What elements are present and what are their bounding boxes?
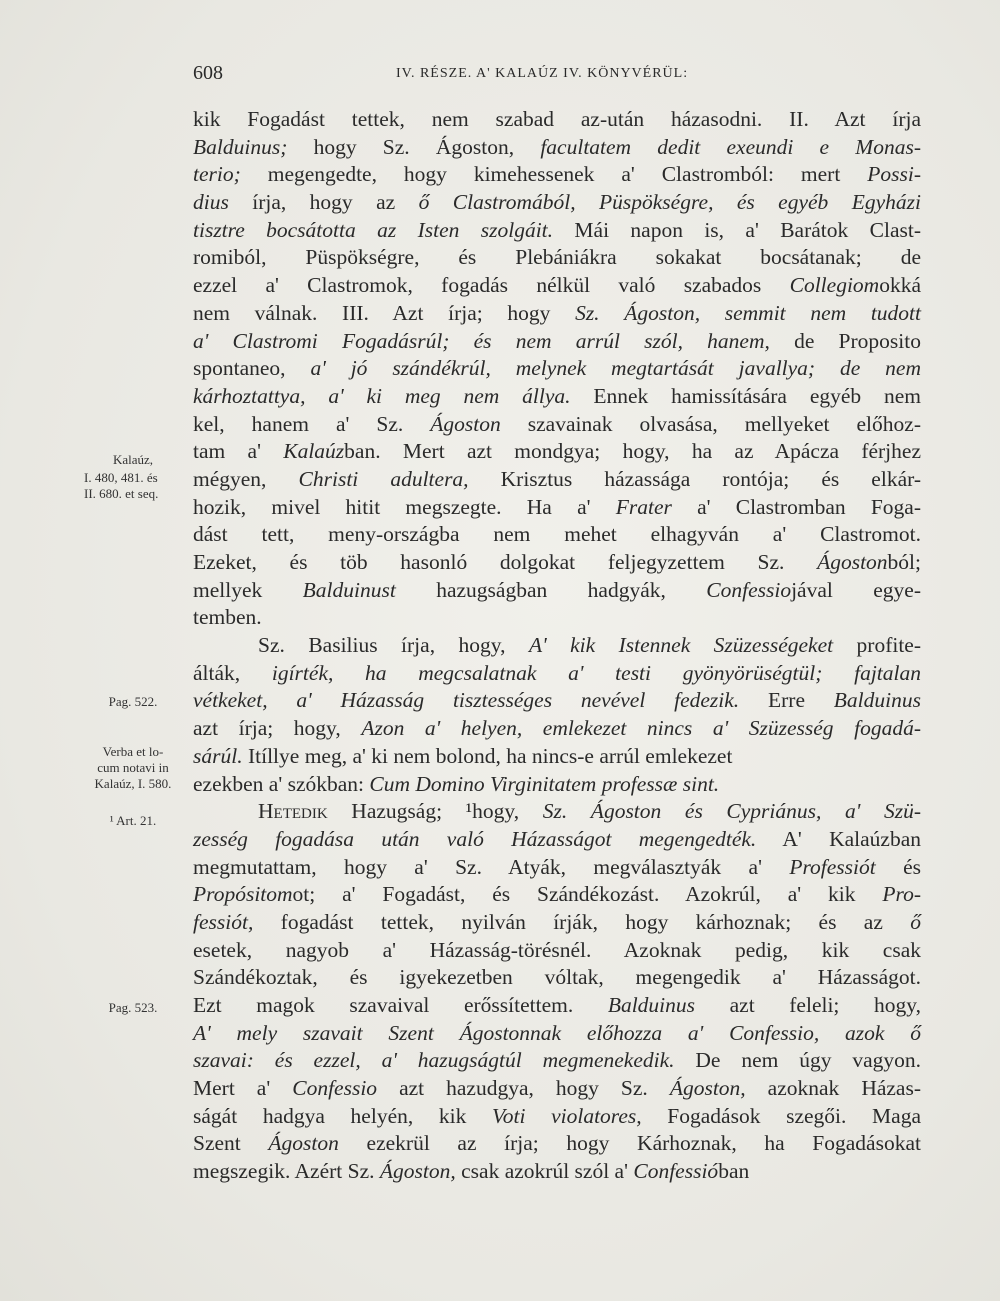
text-segment: azt írja; hogy, (193, 716, 362, 741)
text-segment: temben. (193, 605, 262, 630)
text-segment: Confessió (633, 1159, 719, 1184)
text-segment: ezekben a' szókban: (193, 771, 370, 796)
text-line (193, 328, 921, 356)
text-segment: megengedte, hogy kimehessenek a' Clastromból: mert (240, 162, 868, 187)
text-segment: tisztre bocsátotta az Isten szolgáit. (193, 217, 554, 242)
text-line (193, 1103, 921, 1131)
text-line (193, 1130, 921, 1158)
text-segment: Sz. Ágoston és Cypriánus, a' Szü- (542, 799, 921, 824)
text-segment: Ezeket, és töb hasonló dolgokat feljegyzettem Sz. (193, 550, 818, 574)
text-segment: hogy Sz. Ágoston, (287, 134, 541, 159)
text-segment: romiból, Püspökségre, és Plebániákra sokakat bocsátanak; de (193, 245, 921, 270)
text-segment: ő (910, 909, 921, 934)
text-segment: fogadást tettek, nyilván írják, hogy kárhoznak; és az (253, 909, 911, 934)
text-segment: Sz. Ágoston, semmit nem tudott (575, 300, 921, 325)
margin-note-line: Pag. 523. (108, 1000, 158, 1015)
text-segment: megszegik. Azért Sz. (193, 1159, 380, 1184)
text-segment: spontaneo, (193, 356, 311, 381)
text-line (193, 660, 921, 688)
text-segment: zesség fogadása után való Házasságot megengedték. (193, 826, 757, 851)
margin-note-kalauz (78, 452, 188, 468)
text-segment: okká (879, 273, 921, 298)
margin-note-pag-522 (78, 694, 188, 710)
text-line (193, 798, 921, 826)
text-segment: Szándékoztak, és igyekezetben vóltak, megengedik a' Házasságot. (193, 965, 921, 990)
running-head: IV. RÉSZE. A' KALAÚZ IV. KÖNYVÉRÜL: (396, 66, 689, 81)
text-segment: Ezt magok szavaival erőssítettem. (193, 993, 608, 1017)
text-segment: a' Clastromban Foga- (671, 494, 921, 519)
text-line (193, 300, 921, 328)
text-segment: ból; (887, 550, 921, 574)
text-segment: azoknak Házas- (745, 1076, 922, 1101)
text-segment: facultatem dedit exeundi e Monas- (540, 134, 921, 159)
margin-note-line: Verba et lo- (102, 744, 164, 759)
text-line (193, 687, 921, 715)
text-line (193, 937, 921, 965)
text-segment: és (875, 854, 921, 879)
text-segment: A' Kalaúzban (756, 826, 921, 851)
text-segment: Szent (193, 1131, 269, 1156)
text-line (193, 1047, 921, 1075)
text-segment: hozik, mivel hitit megszegte. Ha a' (193, 494, 616, 519)
text-line (193, 355, 921, 383)
text-segment: azt feleli; hogy, (695, 993, 921, 1017)
text-line (193, 1075, 921, 1103)
text-line (193, 771, 921, 799)
text-segment: profite- (833, 633, 922, 658)
body-text (193, 106, 921, 1186)
margin-note-references (84, 470, 196, 502)
text-segment: megmutattam, hogy a' Sz. Atyák, megválasztyák a' (193, 854, 790, 879)
text-segment: fessiót, (193, 909, 254, 934)
text-segment: Confessio (706, 577, 792, 602)
text-line (193, 964, 921, 992)
margin-note-line: Kalaúz, (112, 452, 154, 467)
text-line (193, 826, 921, 854)
text-segment: ot; a' Fogadást, és Szándékozást. Azokrúl, a' kik (292, 882, 883, 907)
text-segment: a' jó szándékrúl, melynek megtartását javallya; de nem (310, 356, 921, 381)
text-segment: Voti violatores, (492, 1103, 642, 1128)
text-line (193, 272, 921, 300)
text-line (193, 992, 921, 1020)
text-segment: Possi- (867, 162, 921, 187)
text-segment: dást tett, meny-országba nem mehet elhagyván a' Clastromot. (193, 522, 921, 547)
text-segment: Ágoston, (669, 1076, 746, 1101)
text-segment: Ágoston (430, 411, 501, 436)
text-line (193, 161, 921, 189)
text-segment: Krisztus házassága rontója; és elkár- (468, 466, 921, 491)
page-number: 608 (193, 62, 223, 84)
text-line (193, 743, 921, 771)
text-segment: Hazugság; ¹hogy, (327, 799, 543, 824)
text-segment: Itíllye meg, a' ki nem bolond, ha nincs-e arrúl emlekezet (242, 743, 733, 768)
margin-note-art-21 (78, 813, 188, 829)
text-segment: tam a' (193, 439, 284, 464)
text-segment: jával egye- (791, 577, 921, 602)
text-segment: Christi adultera, (298, 466, 469, 491)
text-segment: igírték, ha megcsalatnak a' testi gyönyörüségtül; fajtalan (271, 660, 921, 685)
margin-note-pag-523 (78, 1000, 188, 1016)
text-segment: szavainak olvasása, mellyeket előhoz- (500, 411, 921, 436)
text-line (193, 217, 921, 245)
text-segment: ban. Mert azt mondgya; hogy, ha az Apácza férjhez (344, 439, 921, 464)
text-segment: Balduinus; (193, 134, 288, 159)
text-segment: csak azokrúl szól a' (455, 1159, 634, 1184)
text-segment: a' Clastromi Fogadásrúl; és nem arrúl szól, hanem, (193, 328, 770, 353)
text-segment: Ágoston (268, 1131, 339, 1156)
text-line (193, 604, 921, 632)
text-line (193, 854, 921, 882)
text-line (193, 909, 921, 937)
text-segment: Azon a' helyen, emlekezet nincs a' Szüzesség fogadá- (361, 716, 921, 741)
text-segment: Mái napon is, a' Barátok Clast- (553, 217, 921, 242)
text-segment: Professiót (789, 854, 876, 879)
text-segment: Collegiom (789, 273, 880, 298)
text-segment: De nem úgy vagyon. (674, 1048, 921, 1073)
margin-note-line: ¹ Art. 21. (109, 813, 157, 828)
text-segment: ban (718, 1159, 750, 1184)
text-segment: Balduinus (833, 688, 921, 713)
text-segment: A' kik Istennek Szüzességeket (528, 633, 834, 658)
text-segment: szavai: és ezzel, a' hazugságtúl megmenekedik. (193, 1048, 675, 1073)
text-segment: Sz. Basilius írja, hogy, (258, 633, 529, 658)
text-segment: ő Clastromából, Püspökségre, és egyéb Egyházi (418, 190, 921, 215)
text-segment: Kalaúz (283, 439, 345, 464)
text-segment: Ágoston (817, 550, 888, 574)
margin-note-verba (78, 744, 188, 792)
text-segment: Mert a' (193, 1076, 293, 1101)
text-line (193, 521, 921, 549)
margin-note-line: Pag. 522. (108, 694, 158, 709)
text-line (193, 715, 921, 743)
text-segment: kel, hanem a' Sz. (193, 411, 431, 436)
text-segment: Confessio (292, 1076, 378, 1101)
text-segment: Erre (739, 688, 834, 713)
text-segment: álták, (193, 660, 272, 685)
text-line (193, 466, 921, 494)
text-segment: kárhoztattya, a' ki meg nem állya. (193, 383, 571, 408)
text-line (193, 494, 921, 522)
text-segment: hazugságban hadgyák, (395, 577, 707, 602)
text-segment: dius (193, 190, 229, 215)
text-segment: Frater (615, 494, 672, 519)
text-segment: Balduinus (607, 993, 696, 1017)
text-segment: ságát hadgya helyén, kik (193, 1103, 492, 1128)
text-line (193, 881, 921, 909)
text-segment: Hetedik (258, 799, 328, 824)
text-segment: Propósitom (193, 882, 293, 907)
text-segment: Pro- (882, 882, 921, 907)
margin-note-line: I. 480, 481. és (84, 470, 158, 485)
text-segment: azt hazudgya, hogy Sz. (377, 1076, 670, 1101)
text-line (193, 577, 921, 605)
text-line (193, 1020, 921, 1048)
margin-note-line: cum notavi in (97, 760, 169, 775)
text-segment: Balduinust (302, 577, 396, 602)
text-segment: kik Fogadást tettek, nem szabad az-után házasodni. II. Azt írja (193, 107, 921, 131)
text-segment: mellyek (193, 577, 303, 602)
text-line (193, 632, 921, 660)
text-segment: ezekrül az írja; hogy Kárhoznak, ha Fogadásokat (338, 1131, 921, 1156)
text-segment: ezzel a' Clastromok, fogadás nélkül való szabados (193, 273, 790, 298)
text-segment: A' mely szavait Szent Ágostonnak előhozza a' Confessio, azok ő (193, 1020, 921, 1045)
text-segment: mégyen, (193, 466, 299, 491)
margin-note-line: Kalaúz, I. 580. (94, 776, 172, 791)
text-segment: Cum Domino Virginitatem professæ sint. (369, 771, 720, 796)
text-segment: Ágoston, (379, 1159, 456, 1184)
text-segment: Ennek hamissítására egyéb nem (570, 383, 922, 408)
text-line (193, 411, 921, 439)
text-line (193, 549, 921, 577)
text-segment: vétkeket, a' Házasság tisztességes nevével fedezik. (193, 688, 740, 713)
text-line (193, 1158, 921, 1186)
text-segment: terio; (193, 162, 241, 187)
text-segment: esetek, nagyob a' Házasság-törésnél. Azoknak pedig, kik csak (193, 937, 921, 962)
text-line (193, 383, 921, 411)
text-line (193, 189, 921, 217)
text-segment: Fogadások szegői. Maga (641, 1103, 921, 1128)
page-header (193, 62, 933, 88)
text-segment: nem válnak. III. Azt írja; hogy (193, 300, 576, 325)
text-line (193, 134, 921, 162)
text-segment: írja, hogy az (228, 190, 419, 215)
text-segment: sárúl. (193, 743, 243, 768)
text-line (193, 438, 921, 466)
text-segment: de Proposito (769, 328, 921, 353)
text-line (193, 106, 921, 134)
margin-note-line: II. 680. et seq. (84, 486, 159, 501)
text-line (193, 244, 921, 272)
